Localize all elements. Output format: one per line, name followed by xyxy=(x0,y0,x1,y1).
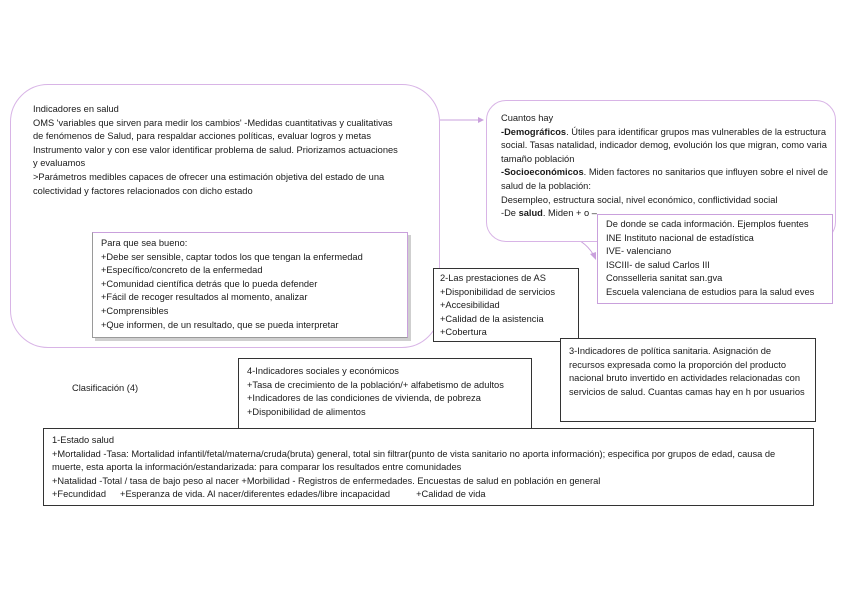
main-instrument: Instrumento valor y con ese valor identificar problema de salud. Priorizamos actuaciones y evaluamos xyxy=(33,144,398,169)
politica-text: 3-Indicadores de política sanitaria. Asignación de recursos expresada como la proporción del producto nacional bruto invertido en actividades relacionadas con servicios de salud. Cuantas camas hay en h por usuarios xyxy=(569,346,805,397)
estado-esperanza: +Esperanza de vida. Al nacer/diferentes edades/libre incapacidad xyxy=(120,489,391,500)
fuentes-item: ISCIII- de salud Carlos III xyxy=(606,259,710,270)
sociales-economicos-box xyxy=(238,358,532,432)
socioeconomicos-text: . Miden factores no sanitarios que influyen sobre el nivel de salud de la población: xyxy=(501,167,829,191)
estado-mortalidad: +Mortalidad -Tasa: Mortalidad infantil/fetal/materna/cruda(bruta) general, total sin filtrar(punto de vista sanitario no aporta información); especifica por grupos de edad, causa de muerte, esta aporta la información/estandarizada: para comparar los resultados entre comunidades xyxy=(52,448,776,473)
estado-fecundidad: +Fecundidad xyxy=(52,489,107,500)
estado-title: 1-Estado salud xyxy=(52,435,115,445)
main-title: Indicadores en salud xyxy=(33,104,119,114)
fuentes-item: De donde se cada información. Ejemplos fuentes xyxy=(606,219,809,229)
salud-label: salud xyxy=(518,208,543,219)
main-definition: OMS 'variables que sirven para medir los cambios' -Medidas cuantitativas y cualitativas de fenómenos de Salud, para respaldar acciones políticas, evaluar logros y metas xyxy=(33,117,393,142)
estado-line3 xyxy=(52,488,804,502)
bueno-item: +Comprensibles xyxy=(101,305,169,316)
main-parameters: >Parámetros medibles capaces de ofrecer una estimación objetiva del estado de una colectividad y factores relacionados con dicho estado xyxy=(33,171,385,196)
bueno-title: Para que sea bueno: xyxy=(101,238,188,248)
socioeconomicos-label: -Socioeconómicos xyxy=(501,167,584,178)
arrow-head-main-to-cuantos xyxy=(478,117,484,123)
prestaciones-item: +Disponibilidad de servicios xyxy=(440,286,555,297)
fuentes-item: INE Instituto nacional de estadística xyxy=(606,232,754,243)
prestaciones-title: 2-Las prestaciones de AS xyxy=(440,273,546,283)
prestaciones-item: +Accesibilidad xyxy=(440,300,500,311)
estado-calidad: +Calidad de vida xyxy=(416,489,486,500)
demograficos-text: . Útiles para identificar grupos mas vulnerables de la estructura social. Tasas natalidad, indicador demog, evolución los que migran, como varia tamaño población xyxy=(501,126,827,164)
cuantos-title: Cuantos hay xyxy=(501,113,554,123)
bueno-item: +Específico/concreto de la enfermedad xyxy=(101,265,263,276)
demograficos-label: -Demográficos xyxy=(501,126,567,137)
arrow-head-cuantos-to-fuentes xyxy=(590,252,596,260)
fuentes-item: IVE- valenciano xyxy=(606,246,672,257)
socioeconomicos-entry xyxy=(501,166,829,193)
sociales-item: +Disponibilidad de alimentos xyxy=(247,406,366,417)
bueno-item: +Que informen, de un resultado, que se pueda interpretar xyxy=(101,319,339,330)
bueno-item: +Fácil de recoger resultados al momento, analizar xyxy=(101,292,308,303)
sociales-item: +Tasa de crecimiento de la población/+ alfabetismo de adultos xyxy=(247,379,504,390)
salud-prefix: -De xyxy=(501,208,519,219)
politica-sanitaria-box xyxy=(560,338,816,422)
fuentes-box xyxy=(597,214,833,304)
bueno-item: +Debe ser sensible, captar todos los que tengan la enfermedad xyxy=(101,251,363,262)
estado-natalidad-morbilidad: +Natalidad -Total / tasa de bajo peso al nacer +Morbilidad - Registros de enfermedades. Encuestas de salud en población en general xyxy=(52,475,601,486)
sociales-item: +Indicadores de las condiciones de vivienda, de pobreza xyxy=(247,393,481,404)
fuentes-item: Consselleria sanitat san.gva xyxy=(606,273,723,284)
sociales-title: 4-Indicadores sociales y económicos xyxy=(247,366,399,376)
salud-text: . Miden + o – xyxy=(542,208,597,219)
bueno-item: +Comunidad científica detrás que lo pueda defender xyxy=(101,278,318,289)
clasificacion-label: Clasificación (4) xyxy=(72,383,139,393)
demograficos-entry xyxy=(501,126,829,167)
prestaciones-item: +Cobertura xyxy=(440,327,487,338)
prestaciones-box xyxy=(433,268,579,342)
para-que-sea-bueno-box xyxy=(92,232,408,338)
fuentes-item: Escuela valenciana de estudios para la salud eves xyxy=(606,286,815,297)
socioeconomicos-list: Desempleo, estructura social, nivel económico, conflictividad social xyxy=(501,194,778,205)
estado-salud-box xyxy=(43,428,814,506)
prestaciones-item: +Calidad de la asistencia xyxy=(440,313,544,324)
